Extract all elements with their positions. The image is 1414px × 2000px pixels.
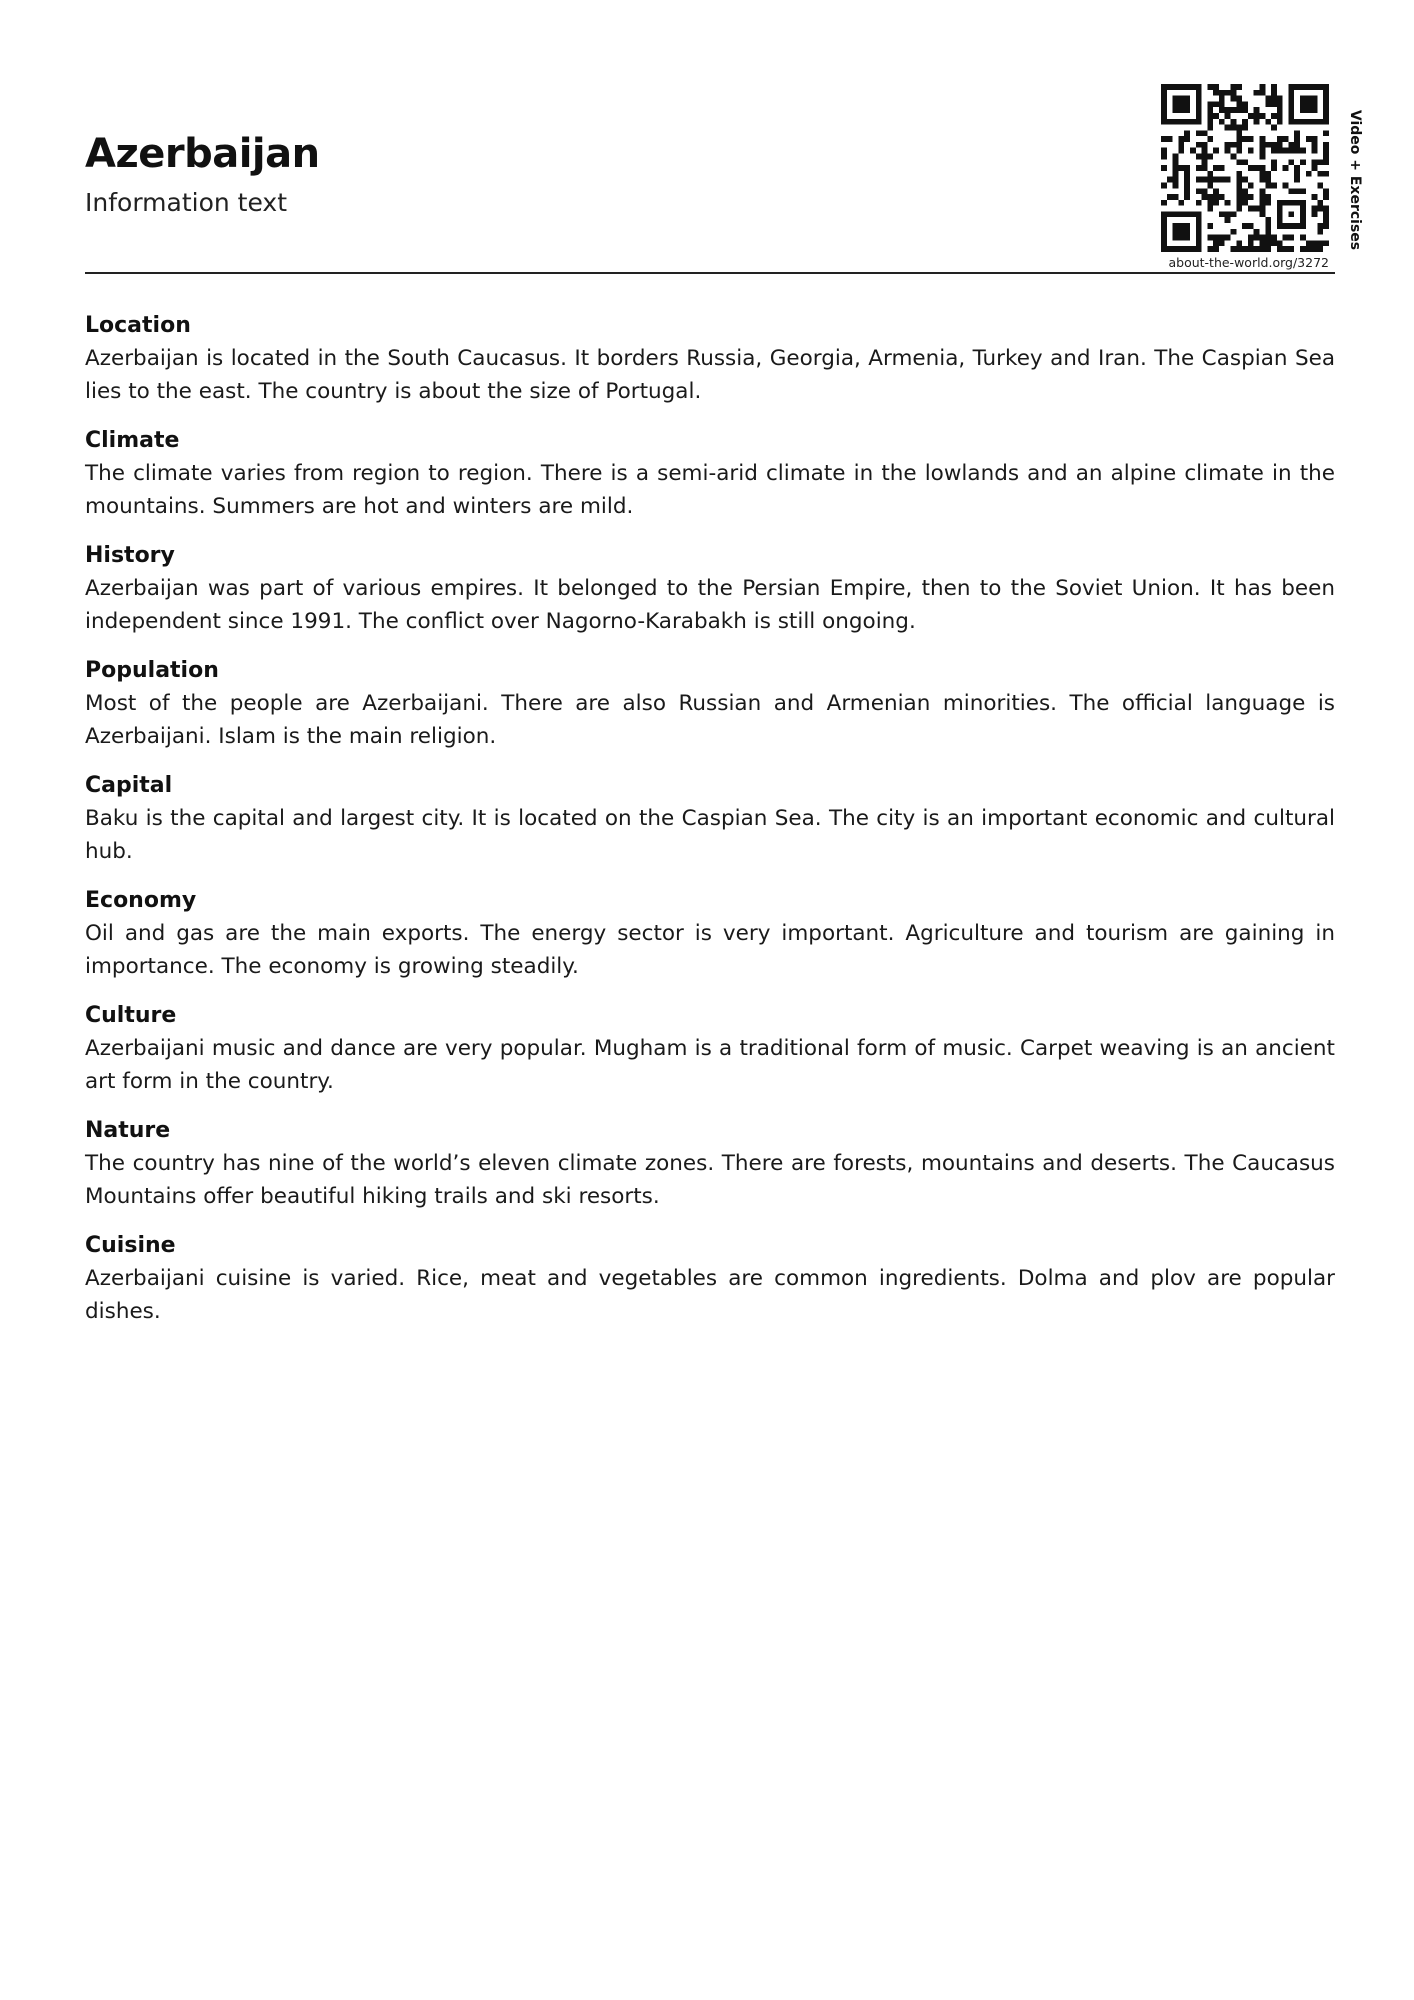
section-heading: Capital xyxy=(85,773,173,798)
section-heading: Climate xyxy=(85,428,180,453)
qr-side-label: Video + Exercises xyxy=(1347,109,1363,251)
section-heading: Location xyxy=(85,313,191,338)
qr-link-block[interactable] xyxy=(1121,82,1331,274)
section-text: Oil and gas are the main exports. The energy sector is very important. Agriculture and tourism are gaining in importance. The economy is growing steadily. xyxy=(85,921,1335,979)
section-history xyxy=(85,540,1335,638)
section-heading: Culture xyxy=(85,1003,177,1028)
section-population xyxy=(85,655,1335,753)
page-title: Azerbaijan xyxy=(85,131,320,177)
section-capital xyxy=(85,770,1335,868)
section-nature xyxy=(85,1115,1335,1213)
section-heading: Population xyxy=(85,658,219,683)
section-text: The climate varies from region to region. There is a semi-arid climate in the lowlands and an alpine climate in the mountains. Summers are hot and winters are mild. xyxy=(85,461,1335,519)
section-text: Azerbaijani music and dance are very popular. Mugham is a traditional form of music. Carpet weaving is an ancient art form in the country. xyxy=(85,1036,1335,1094)
section-climate xyxy=(85,425,1335,523)
section-cuisine xyxy=(85,1230,1335,1328)
section-heading: History xyxy=(85,543,175,568)
section-text: Azerbaijani cuisine is varied. Rice, meat and vegetables are common ingredients. Dolma and plov are popular dishes. xyxy=(85,1266,1335,1324)
section-text: Most of the people are Azerbaijani. There are also Russian and Armenian minorities. The official language is Azerbaijani. Islam is the main religion. xyxy=(85,691,1335,749)
section-text: The country has nine of the world’s eleven climate zones. There are forests, mountains and deserts. The Caucasus Mountains offer beautiful hiking trails and ski resorts. xyxy=(85,1151,1335,1209)
section-text: Baku is the capital and largest city. It is located on the Caspian Sea. The city is an important economic and cultural hub. xyxy=(85,806,1335,864)
page-header xyxy=(85,0,1363,274)
section-economy xyxy=(85,885,1335,983)
qr-code-icon[interactable] xyxy=(1161,84,1329,252)
info-content xyxy=(85,310,1335,1345)
header-divider xyxy=(85,272,1335,274)
section-heading: Cuisine xyxy=(85,1233,176,1258)
section-text: Azerbaijan was part of various empires. It belonged to the Persian Empire, then to the Soviet Union. It has been independent since 1991. The conflict over Nagorno-Karabakh is still ongoing. xyxy=(85,576,1335,634)
page-subtitle: Information text xyxy=(85,188,288,217)
section-text: Azerbaijan is located in the South Caucasus. It borders Russia, Georgia, Armenia, Turkey and Iran. The Caspian Sea lies to the east. The country is about the size of Portugal. xyxy=(85,346,1335,404)
qr-url-label[interactable]: about-the-world.org/3272 xyxy=(1168,255,1329,270)
section-heading: Economy xyxy=(85,888,197,913)
section-heading: Nature xyxy=(85,1118,171,1143)
section-culture xyxy=(85,1000,1335,1098)
section-location xyxy=(85,310,1335,408)
